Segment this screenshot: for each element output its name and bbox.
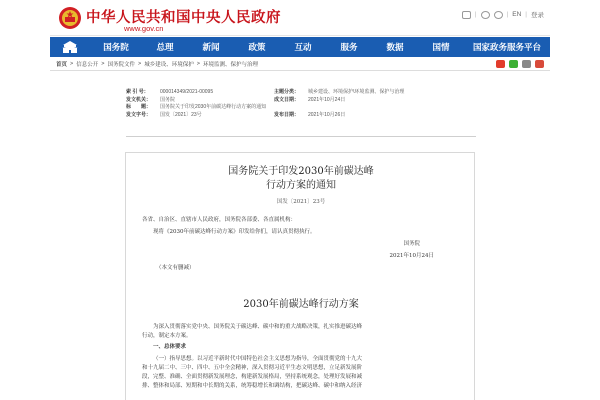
sign-date: 2021年10月24日 [389, 253, 434, 259]
site-header [50, 0, 550, 36]
share-weibo-icon[interactable] [496, 60, 505, 68]
meta-category-value: 城乡建设、环境保护\环境监测、保护与治理 [308, 89, 405, 96]
meta-title-value: 国务院关于印发2030年前碳达峰行动方案的通知 [160, 104, 267, 111]
share-wechat-icon[interactable] [509, 60, 518, 68]
breadcrumb-item[interactable]: 环境监测、保护与治理 [202, 61, 258, 68]
weibo-icon[interactable] [481, 11, 490, 19]
addressee: 各省、自治区、直辖市人民政府，国务院各部委、各直属机构： [142, 217, 297, 223]
meta-publish-value: 2021年10月26日 [308, 111, 346, 118]
nav-item-premier[interactable]: 总理 [156, 42, 174, 52]
share-bar [496, 57, 544, 71]
nav-item-policy[interactable]: 政策 [248, 42, 266, 52]
login-link[interactable]: 登录 [531, 12, 544, 19]
site-url[interactable]: www.gov.cn [124, 24, 164, 33]
notice-body: 现将《2030年前碳达峰行动方案》印发给你们，请认真贯彻执行。 [153, 229, 316, 235]
intro-line: 为深入贯彻落实党中央、国务院关于碳达峰、碳中和的重大战略决策，扎实推进碳达峰 [153, 324, 363, 330]
document-body [125, 152, 475, 400]
meta-label: 标 题： [126, 104, 152, 111]
meta-label: 主题分类： [274, 89, 300, 96]
section-line: 段，完整、准确、全面贯彻新发展理念，构建新发展格局，坚持系统观念，处理好发展和减 [142, 374, 363, 380]
breadcrumb-item[interactable]: 信息公开 [76, 61, 99, 68]
nav-item-national-info[interactable]: 国情 [432, 42, 450, 52]
meta-index-value: 000014349/2021-00095 [160, 88, 214, 95]
meta-label: 发文机关： [126, 96, 152, 103]
english-link[interactable]: EN [512, 11, 522, 18]
meta-divider [126, 136, 476, 137]
header-tools: | | EN | 登录 [462, 10, 544, 19]
meta-label: 成文日期： [274, 96, 300, 103]
document-meta-table [126, 88, 476, 118]
main-nav [50, 37, 550, 57]
breadcrumb-item[interactable]: 国务院文件 [107, 61, 135, 68]
signature: 国务院 [403, 241, 420, 247]
meta-label: 发文字号： [126, 111, 152, 118]
meta-number-value: 国发〔2021〕23号 [160, 111, 202, 118]
meta-label: 发布日期： [274, 111, 300, 118]
print-icon[interactable] [522, 60, 531, 68]
section-line: （一）指导思想。以习近平新时代中国特色社会主义思想为指导，全面贯彻党的十九大 [153, 356, 363, 362]
breadcrumb-item[interactable]: 城乡建设、环境保护 [144, 61, 194, 68]
nav-home[interactable] [50, 37, 90, 57]
section-heading: 一、总体要求 [153, 344, 187, 350]
nav-item-state-council[interactable]: 国务院 [103, 42, 129, 52]
intro-line: 行动，制定本方案。 [142, 333, 192, 339]
nav-item-news[interactable]: 新闻 [202, 42, 220, 52]
national-emblem-icon[interactable] [58, 5, 82, 31]
document-title: 国务院关于印发2030年前碳达峰 行动方案的通知 [228, 166, 374, 191]
meta-label: 索 引 号： [126, 89, 149, 96]
page [50, 0, 550, 400]
document-number: 国发〔2021〕23号 [276, 199, 326, 205]
edit-note: （本文有删减） [156, 265, 195, 271]
section-line: 排、整体和局部、短期和中长期的关系，统筹稳增长和调结构，把碳达峰、碳中和纳入经济 [142, 383, 363, 389]
wechat-icon[interactable] [494, 11, 503, 19]
share-more-icon[interactable] [535, 60, 544, 68]
site-title[interactable]: 中华人民共和国中央人民政府 [86, 9, 281, 26]
nav-item-gov-service-platform[interactable]: 国家政务服务平台 [472, 42, 541, 52]
breadcrumb: 首页 > 信息公开 > 国务院文件 > 城乡建设、环境保护 > 环境监测、保护与治理 [50, 57, 550, 71]
meta-issuer-value: 国务院 [160, 96, 176, 103]
nav-item-data[interactable]: 数据 [386, 42, 404, 52]
nav-item-services[interactable]: 服务 [340, 42, 358, 52]
breadcrumb-home[interactable]: 首页 [56, 61, 68, 68]
plan-title: 2030年前碳达峰行动方案 [243, 299, 359, 310]
meta-date-value: 2021年10月24日 [308, 96, 346, 103]
message-icon[interactable] [462, 11, 471, 19]
nav-item-interaction[interactable]: 互动 [294, 42, 312, 52]
section-line: 和十九届二中、三中、四中、五中全会精神，深入贯彻习近平生态文明思想，立足新发展阶 [142, 365, 363, 371]
tiananmen-icon [61, 41, 79, 53]
